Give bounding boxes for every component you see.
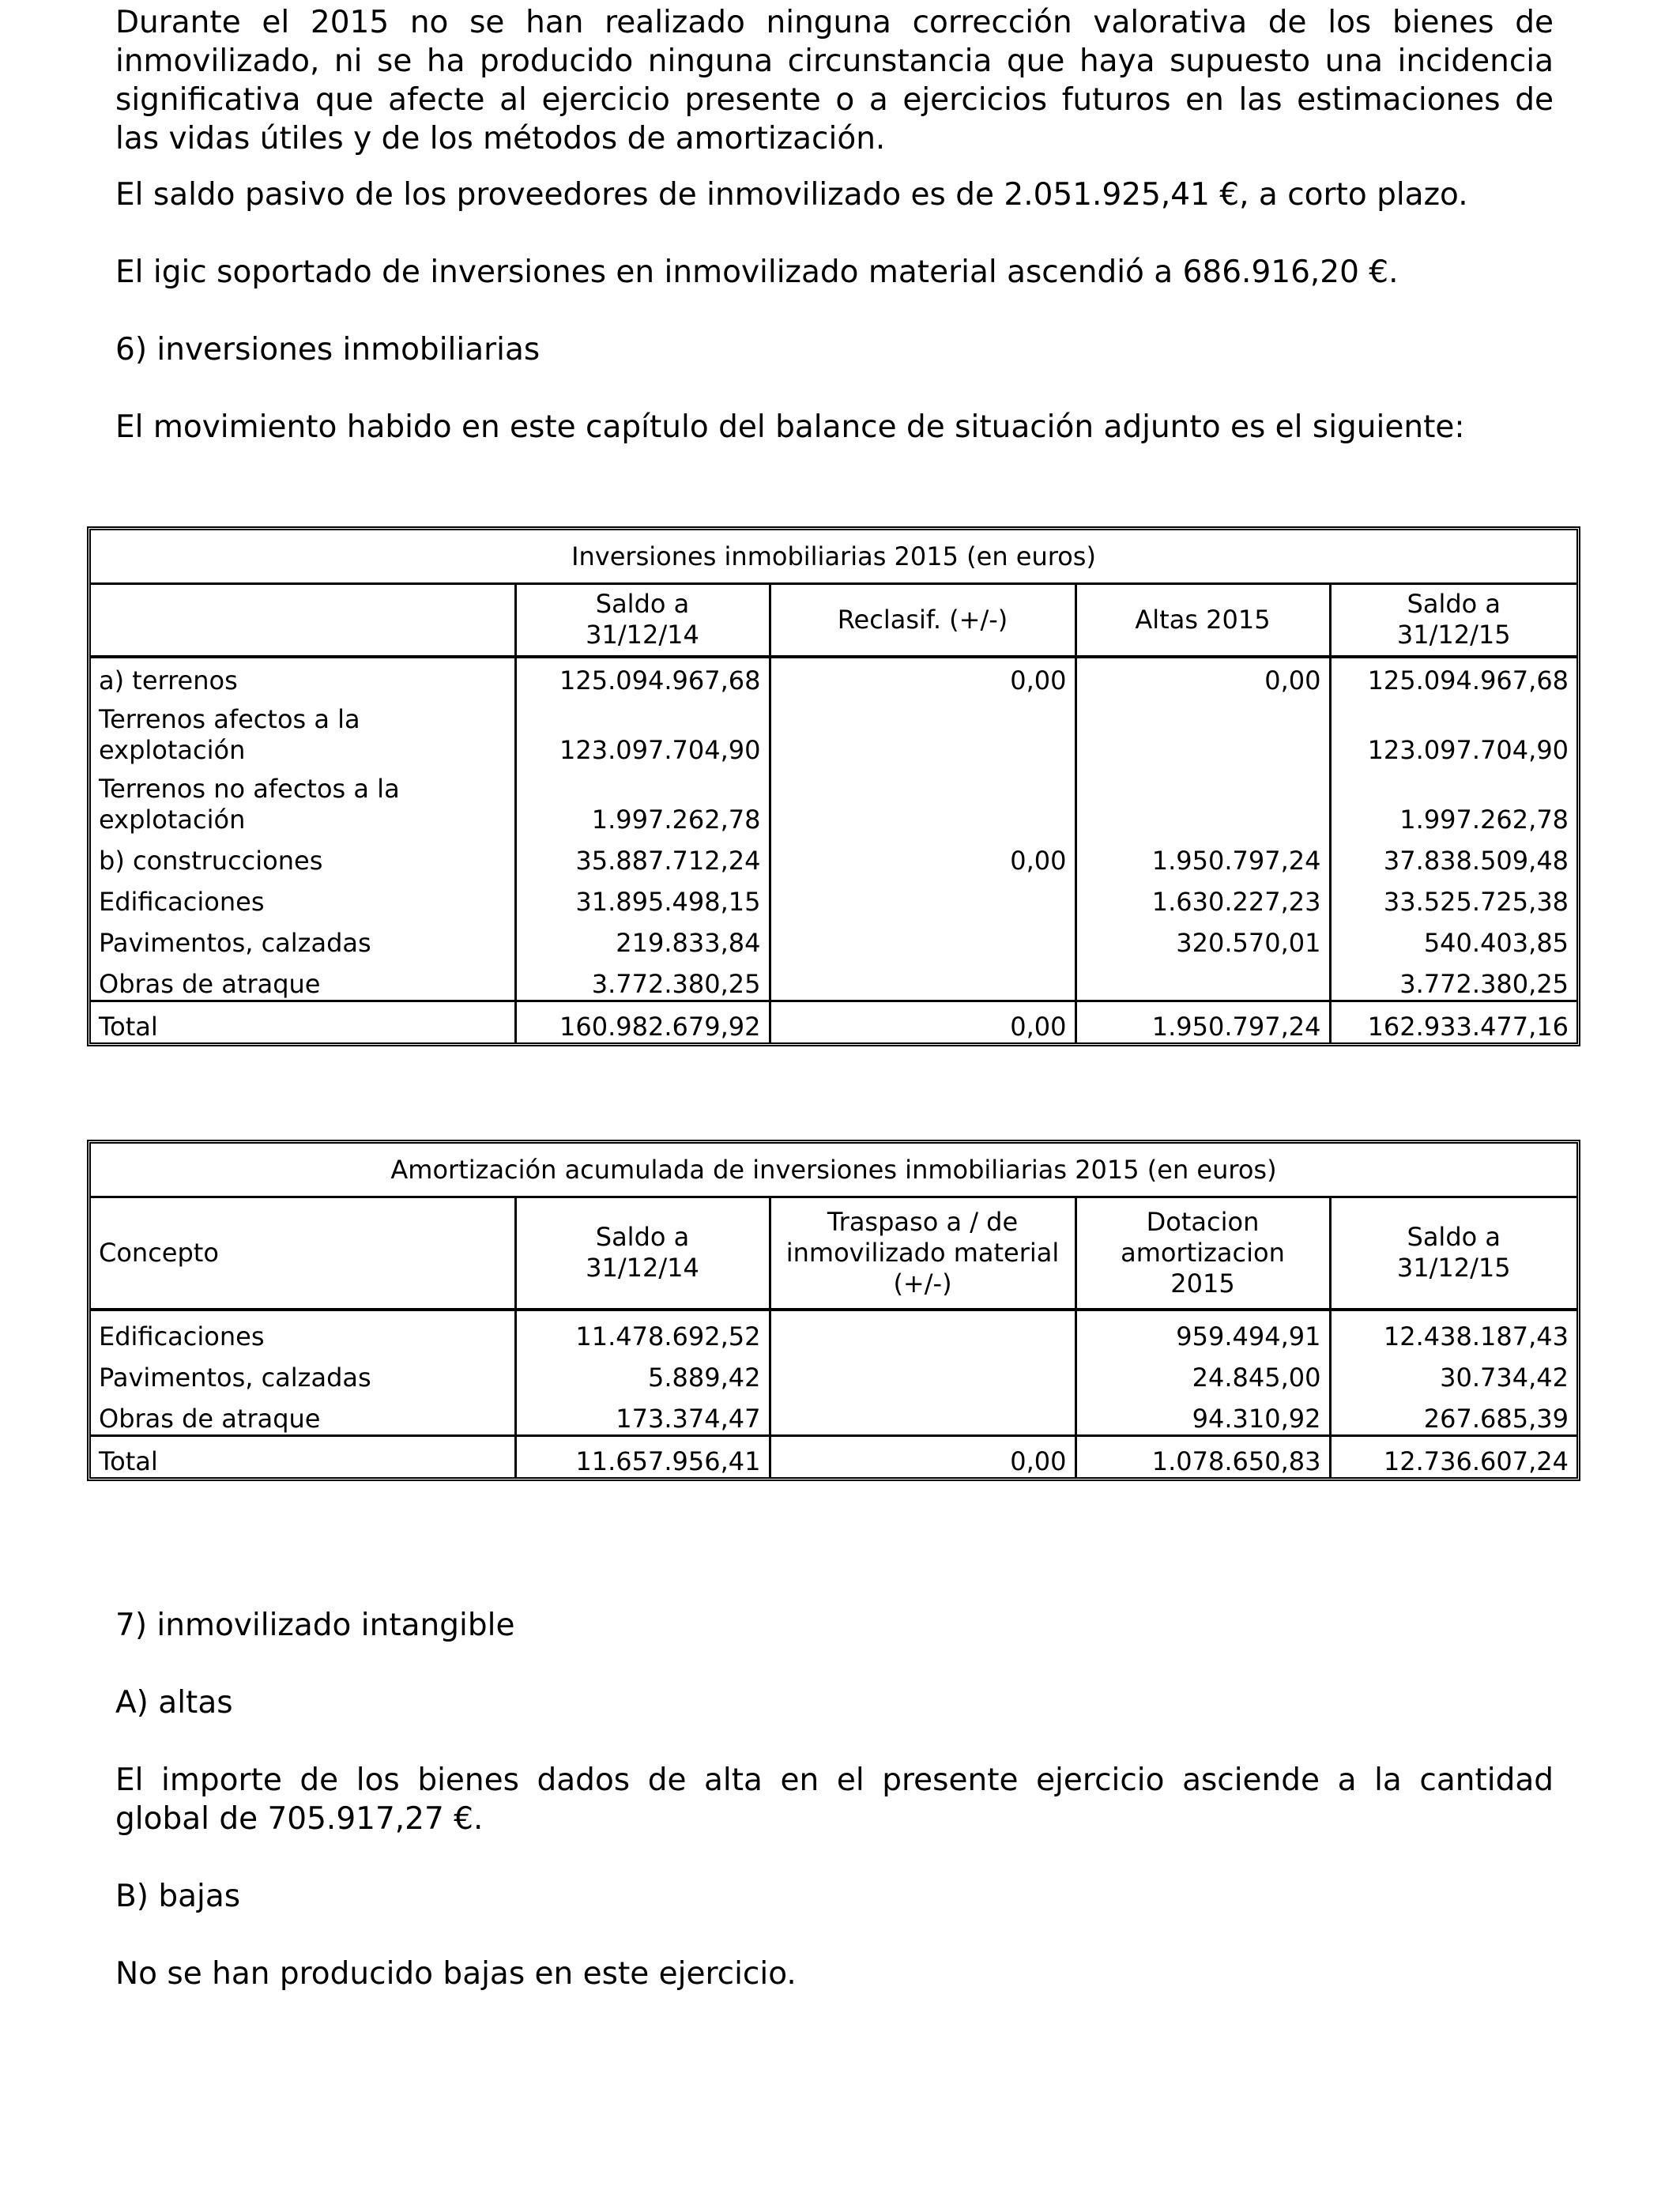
header-line: Saldo a xyxy=(1407,1222,1501,1253)
altas-text: global de 705.917,27 €. xyxy=(115,1801,484,1837)
cell-value xyxy=(770,959,1075,1001)
cell-value: 0,00 xyxy=(770,835,1075,876)
cell-value xyxy=(770,766,1075,835)
total-row xyxy=(91,1436,1576,1477)
cell-value: 1.950.797,24 xyxy=(1075,1001,1330,1042)
table-title: Inversiones inmobiliarias 2015 (en euros) xyxy=(91,530,1576,584)
cell-value: 12.736.607,24 xyxy=(1330,1436,1576,1477)
cell-value: 37.838.509,48 xyxy=(1330,835,1576,876)
table-row xyxy=(91,918,1576,959)
cell-value: 3.772.380,25 xyxy=(515,959,770,1001)
table-row xyxy=(91,835,1576,876)
cell-value: 94.310,92 xyxy=(1075,1393,1330,1436)
cell-value: 123.097.704,90 xyxy=(515,696,770,766)
column-header xyxy=(770,1197,1075,1310)
header-line: 31/12/14 xyxy=(586,620,699,650)
cell-value: 0,00 xyxy=(770,657,1075,696)
header-line: Traspaso a / de xyxy=(827,1206,1019,1237)
column-header: Reclasif. (+/-) xyxy=(770,584,1075,657)
cell-value: 267.685,39 xyxy=(1330,1393,1576,1436)
intro-paragraph xyxy=(115,3,1554,158)
table-title: Amortización acumulada de inversiones inmobiliarias 2015 (en euros) xyxy=(91,1144,1576,1197)
cell-value: 0,00 xyxy=(770,1436,1075,1477)
header-line: 31/12/14 xyxy=(586,1253,699,1284)
table-row xyxy=(91,696,1576,766)
cell-value: 24.845,00 xyxy=(1075,1352,1330,1393)
bajas-text: No se han producido bajas en este ejercicio. xyxy=(115,1956,797,1992)
cell-value xyxy=(1075,959,1330,1001)
row-concept: Pavimentos, calzadas xyxy=(99,1362,371,1393)
cell-value: 123.097.704,90 xyxy=(1330,696,1576,766)
amortizacion-table xyxy=(87,1140,1580,1481)
cell-value: 11.478.692,52 xyxy=(515,1310,770,1352)
header-line: Saldo a xyxy=(595,589,690,620)
cell-value: 1.997.262,78 xyxy=(515,766,770,835)
cell-value xyxy=(770,1393,1075,1436)
column-header xyxy=(91,584,515,657)
igic-text: El igic soportado de inversiones en inmovilizado material ascendió a 686.916,20 €. xyxy=(115,254,1399,290)
cell-value: 11.657.956,41 xyxy=(515,1436,770,1477)
section6-heading: 6) inversiones inmobiliarias xyxy=(115,332,541,368)
cell-value: 162.933.477,16 xyxy=(1330,1001,1576,1042)
column-header: Concepto xyxy=(91,1197,515,1310)
cell-value: 31.895.498,15 xyxy=(515,876,770,918)
row-concept: Edificaciones xyxy=(99,886,265,917)
total-row xyxy=(91,1001,1576,1042)
intro-line: significativa que afecte al ejercicio presente o a ejercicios futuros en las estimaciones de xyxy=(115,82,1554,118)
intro-line: las vidas útiles y de los métodos de amortización. xyxy=(115,121,886,156)
header-line: Dotacion xyxy=(1146,1206,1260,1237)
column-header xyxy=(1330,1197,1576,1310)
intro-line: Durante el 2015 no se han realizado ninguna corrección valorativa de los bienes de xyxy=(115,5,1554,40)
altas-heading: A) altas xyxy=(115,1685,233,1721)
section6-text: El movimiento habido en este capítulo del balance de situación adjunto es el siguiente: xyxy=(115,409,1465,445)
cell-value: 1.950.797,24 xyxy=(1075,835,1330,876)
cell-value xyxy=(770,876,1075,918)
cell-value: 1.630.227,23 xyxy=(1075,876,1330,918)
cell-value xyxy=(1075,766,1330,835)
table-row xyxy=(91,1393,1576,1436)
row-concept: Total xyxy=(91,1436,515,1477)
cell-value xyxy=(1075,696,1330,766)
cell-value: 320.570,01 xyxy=(1075,918,1330,959)
table-row xyxy=(91,1310,1576,1352)
cell-value: 1.997.262,78 xyxy=(1330,766,1576,835)
cell-value: 30.734,42 xyxy=(1330,1352,1576,1393)
cell-value: 160.982.679,92 xyxy=(515,1001,770,1042)
cell-value: 35.887.712,24 xyxy=(515,835,770,876)
row-concept: Pavimentos, calzadas xyxy=(99,927,371,958)
header-line: 31/12/15 xyxy=(1396,1253,1511,1284)
inversiones-table xyxy=(87,526,1580,1046)
table-row xyxy=(91,657,1576,696)
cell-value: 12.438.187,43 xyxy=(1330,1310,1576,1352)
cell-value: 33.525.725,38 xyxy=(1330,876,1576,918)
row-concept: b) construcciones xyxy=(99,845,323,876)
header-line: 31/12/15 xyxy=(1396,620,1511,650)
cell-value: 5.889,42 xyxy=(515,1352,770,1393)
section7-heading: 7) inmovilizado intangible xyxy=(115,1608,515,1643)
cell-value: 125.094.967,68 xyxy=(515,657,770,696)
cell-value: 0,00 xyxy=(770,1001,1075,1042)
row-concept: Terrenos no afectos a la explotación xyxy=(99,773,400,835)
column-header xyxy=(515,1197,770,1310)
saldo-pasivo-text: El saldo pasivo de los proveedores de inmovilizado es de 2.051.925,41 €, a corto plazo. xyxy=(115,177,1468,213)
cell-value: 1.078.650,83 xyxy=(1075,1436,1330,1477)
cell-value xyxy=(770,1352,1075,1393)
cell-value: 0,00 xyxy=(1075,657,1330,696)
intro-line: inmovilizado, ni se ha producido ninguna circunstancia que haya supuesto una incidencia xyxy=(115,43,1554,79)
cell-value: 959.494,91 xyxy=(1075,1310,1330,1352)
header-line: inmovilizado material xyxy=(785,1237,1060,1268)
cell-value xyxy=(770,696,1075,766)
bajas-heading: B) bajas xyxy=(115,1879,241,1914)
cell-value: 219.833,84 xyxy=(515,918,770,959)
table-row xyxy=(91,766,1576,835)
cell-value: 540.403,85 xyxy=(1330,918,1576,959)
row-concept: Obras de atraque xyxy=(99,1404,321,1434)
column-header xyxy=(1075,1197,1330,1310)
cell-value xyxy=(770,918,1075,959)
header-line: Saldo a xyxy=(1407,589,1501,620)
header-line: amortizacion xyxy=(1121,1237,1285,1268)
header-line: 2015 xyxy=(1170,1268,1235,1299)
column-header xyxy=(515,584,770,657)
altas-text: El importe de los bienes dados de alta en el presente ejercicio asciende a la cantidad xyxy=(115,1762,1554,1798)
row-concept: Obras de atraque xyxy=(99,969,321,999)
row-concept: a) terrenos xyxy=(99,665,238,696)
header-line: Saldo a xyxy=(595,1222,690,1253)
column-header: Altas 2015 xyxy=(1075,584,1330,657)
cell-value xyxy=(770,1310,1075,1352)
column-header xyxy=(1330,584,1576,657)
cell-value: 125.094.967,68 xyxy=(1330,657,1576,696)
row-concept: Terrenos afectos a la explotación xyxy=(99,703,360,765)
cell-value: 173.374,47 xyxy=(515,1393,770,1436)
cell-value: 3.772.380,25 xyxy=(1330,959,1576,1001)
row-concept: Edificaciones xyxy=(99,1321,265,1351)
table-row xyxy=(91,959,1576,1001)
table-row xyxy=(91,876,1576,918)
row-concept: Total xyxy=(91,1001,515,1042)
table-row xyxy=(91,1352,1576,1393)
header-line: (+/-) xyxy=(893,1268,952,1299)
